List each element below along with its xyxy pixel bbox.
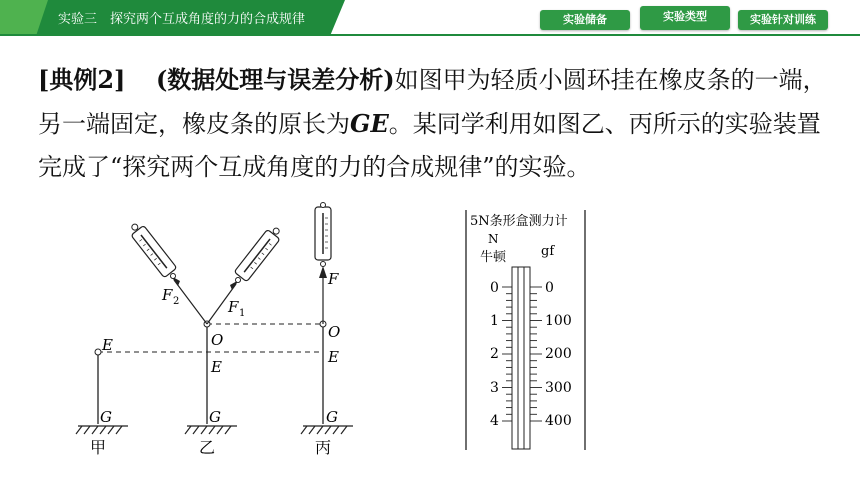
problem-text <box>38 58 838 189</box>
problem-topic: (数据处理与误差分析) <box>155 65 395 94</box>
label-f2: F <box>162 286 173 304</box>
figure-apparatus <box>70 200 450 470</box>
caption-bing: 丙 <box>315 438 332 457</box>
meter-right-unit: gf <box>541 244 555 259</box>
problem-tag: [典例2] <box>38 65 126 94</box>
meter-gf-tick-200: 200 <box>545 346 572 362</box>
meter-gf-tick-400: 400 <box>545 413 572 429</box>
meter-gf-tick-100: 100 <box>545 313 572 329</box>
label-e-bing: E <box>328 348 339 366</box>
header-bar <box>0 0 860 36</box>
label-e-yi: E <box>211 358 222 376</box>
tab-experiment-prep[interactable]: 实验储备 <box>540 10 630 30</box>
spring-balance-right <box>230 224 284 287</box>
section-title: 实验三 探究两个互成角度的力的合成规律 <box>58 12 306 27</box>
spring-balance-single <box>315 203 331 267</box>
meter-gf-tick-0: 0 <box>545 280 554 296</box>
problem-text-part2: 。某同学利用如图乙、丙所示的实验装置完成了“探究两个互成角度的力的合成规律”的实验。 <box>38 110 821 181</box>
figure-force-meter <box>460 205 600 455</box>
ge-symbol: GE <box>350 109 389 138</box>
label-g-bing: G <box>326 408 338 426</box>
meter-left-unit: N <box>488 232 499 246</box>
label-g-yi: G <box>209 408 221 426</box>
label-f2-subscript: 2 <box>173 296 180 307</box>
caption-jia: 甲 <box>90 438 107 457</box>
meter-gf-tick-300: 300 <box>545 380 572 396</box>
meter-n-tick-0: 0 <box>490 280 499 296</box>
label-f: F <box>328 270 339 288</box>
label-g-jia: G <box>100 408 112 426</box>
meter-title: 5N条形盒测力计 <box>470 214 568 229</box>
label-f1: F <box>228 298 239 316</box>
meter-left-name: 牛顿 <box>480 250 507 265</box>
label-e-jia: E <box>102 336 113 354</box>
spring-balance-left <box>127 220 181 283</box>
label-o-bing: O <box>328 323 341 341</box>
meter-n-tick-1: 1 <box>490 313 499 329</box>
meter-n-tick-2: 2 <box>490 346 499 362</box>
tab-experiment-training[interactable]: 实验针对训练 <box>738 10 828 30</box>
meter-n-tick-4: 4 <box>490 413 499 429</box>
tab-experiment-types[interactable]: 实验类型 <box>640 6 730 30</box>
meter-n-tick-3: 3 <box>490 380 499 396</box>
problem-text-part1: 如图甲为轻质小圆环挂在橡皮条的一端，另一端固定，橡皮条的原长为 <box>38 66 827 138</box>
caption-yi: 乙 <box>199 438 216 457</box>
label-o-yi: O <box>211 331 224 349</box>
label-f1-subscript: 1 <box>239 308 246 319</box>
